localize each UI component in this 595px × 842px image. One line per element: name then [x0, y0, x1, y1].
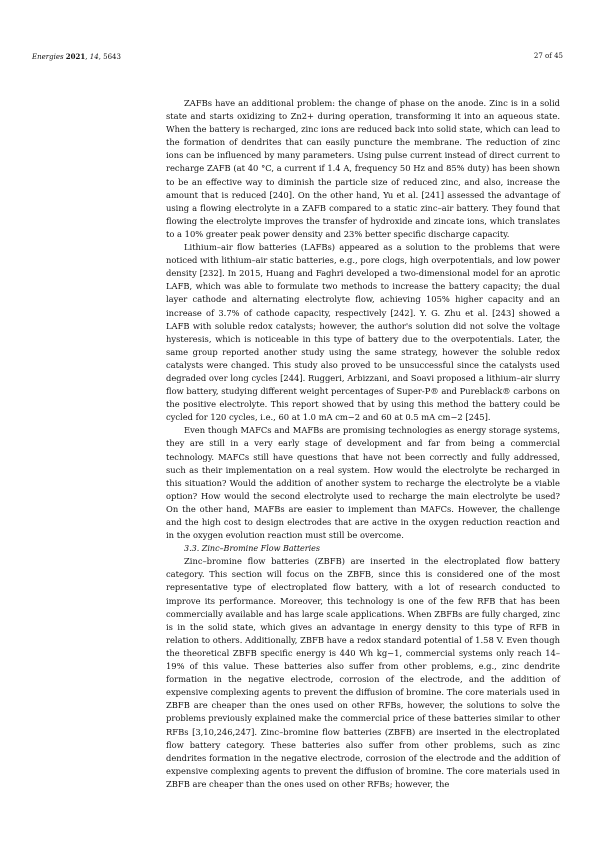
- paragraph: ZAFBs have an additional problem: the change of phase on the anode. Zinc is in a solid state and starts oxidizing to Zn2+ during operation, transforming it into an aqueous state. When the battery is recharged, zinc ions are reduced back into solid state, which can lead to the formation of dendrites that can easily puncture the membrane. The reduction of zinc ions can be influenced by many parameters. Using pulse current instead of direct current to recharge ZAFB (at 40 °C, a current if 1.4 A, frequency 50 Hz and 85% duty) has been shown to be an effective way to diminish the particle size of reduced zinc, and also, increase the amount that is reduced [240]. On the other hand, Yu et al. [241] assessed the advantage of using a flowing electrolyte in a ZAFB compared to a static zinc–air battery. They found that flowing the electrolyte improves the transfer of hydroxide and zincate ions, which translates to a 10% greater peak power density and 23% better specific discharge capacity.: [166, 98, 560, 239]
- paragraph: Lithium–air flow batteries (LAFBs) appeared as a solution to the problems that were noticed with lithium–air static batteries, e.g., pore clogs, high overpotentials, and low power density [232]. In 2015, Huang and Faghri developed a two-dimensional model for an aprotic LAFB, which was able to formulate two methods to increase the battery capacity; the dual layer cathode and alternating electrolyte flow, achieving 105% higher capacity and an increase of 3.7% of cathode capacity, respectively [242]. Y. G. Zhu et al. [243] showed a LAFB with soluble redox catalysts; however, the author's solution did not solve the voltage hysteresis, which is noticeable in this type of battery due to the overpotentials. Later, the same group reported another study using the same strategy, however the soluble redox catalysts were changed. This study also proved to be unsuccessful since the catalysts used degraded over long cycles [244]. Ruggeri, Arbizzani, and Soavi proposed a lithium–air slurry flow battery, studying different weight percentages of Super-P® and Pureblack® carbons on the positive electrolyte. This report showed that by using this method the battery could be cycled for 120 cycles, i.e., 60 at 1.0 mA cm−2 and 60 at 0.5 mA cm−2 [245].: [166, 242, 561, 423]
- section-heading: 3.3. Zinc–Bromine Flow Batteries: [184, 544, 321, 554]
- paragraph: Zinc–bromine flow batteries (ZBFB) are inserted in the electroplated flow battery category. This section will focus on the ZBFB, since this is considered one of the most representative type of electroplated flow battery, with a lot of research conducted to improve its performance. Moreover, this technology is one of the few RFB that has been commercially available and has large scale applications. When ZBFBs are fully charged, zinc is in the solid state, which gives an advantage in energy density to this type of RFB in relation to others. Additionally, ZBFB have a redox standard potential of 1.58 V. Even though the theoretical ZBFB specific energy is 440 Wh kg−1, commercial systems only reach 14–19% of this value. These batteries also suffer from other problems, e.g., zinc dendrite formation in the negative electrode, corrosion of the electrode, and the addition of expensive complexing agents to prevent the diffusion of bromine. The core materials used in ZBFB are cheaper than the ones used on other RFBs, however, the solutions to solve the problems previously explained make the commercial price of these batteries similar to other RFBs [3,10,246,247]. Zinc–bromine flow batteries (ZBFB) are inserted in the electroplated flow battery category. These batteries also suffer from other problems, such as zinc dendrites formation in the negative electrode, corrosion of the electrode and the addition of expensive complexing agents to prevent the diffusion of bromine. The core materials used in ZBFB are cheaper than the ones used on other RFBs; however, the: [166, 556, 560, 789]
- page-number: 27 of 45: [533, 52, 563, 60]
- paragraph: Even though MAFCs and MAFBs are promising technologies as energy storage systems, they are still in a very early stage of development and far from being a commercial technology. MAFCs still have questions that have not been correctly and fully addressed, such as their implementation on a real system. How would the electrolyte be recharged in this situation? Would the addition of another system to recharge the electrolyte be a viable option? How would the second electrolyte used to recharge the main electrolyte be used? On the other hand, MAFBs are easier to implement than MAFCs. However, the challenge and the high cost to design electrodes that are active in the oxygen reduction reaction and in the oxygen evolution reaction must still be overcome.: [166, 425, 560, 541]
- journal-citation: Energies 2021, 14, 5643: [32, 52, 121, 61]
- article-body: [166, 97, 560, 791]
- running-header: [32, 52, 563, 66]
